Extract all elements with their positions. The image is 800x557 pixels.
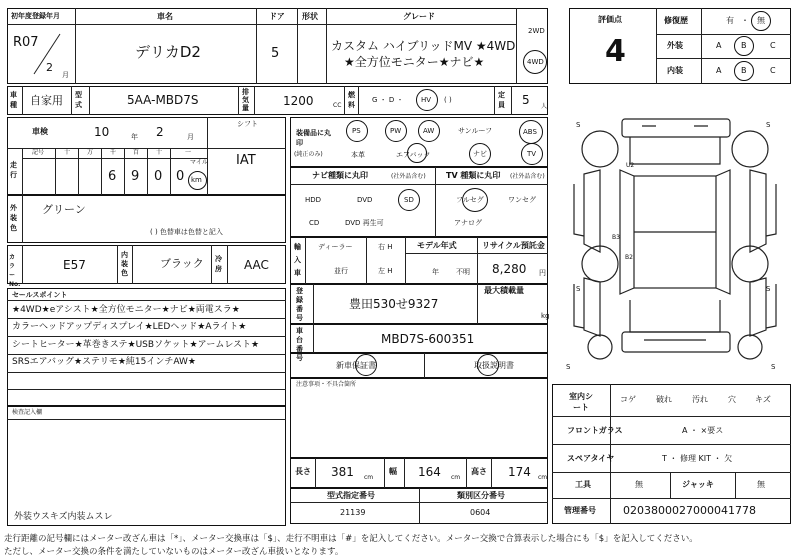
door-label: ドア [269,12,285,21]
class-no: 0604 [470,508,491,517]
class-no-label: 類別区分番号 [457,491,505,500]
car-name-label: 車名 [157,12,173,21]
grade-line1: カスタム ハイブリッドMV ★4WD [331,39,516,53]
label-s-5: S [566,363,571,371]
ac-label: 冷房 [215,255,222,273]
grade-label: グレード [403,12,435,21]
seat-koge: コゲ [620,395,636,404]
inspector-label: 検査記入欄 [12,409,43,416]
first-reg-month: 2 [46,61,53,74]
ps-label: PS [352,127,361,135]
cd-label: CD [309,219,320,227]
doors: 5 [271,46,280,61]
seat-tear: 破れ [656,395,672,404]
type-no: 21139 [340,508,366,517]
exterior-b: B [741,41,747,50]
mileage-digit-label-1: 十 [64,149,71,156]
mileage-digit-label-0: 記号 [32,149,45,156]
tools-value: 無 [635,480,643,489]
grade-line2: ★全方位モニター★ナビ★ [344,55,485,69]
damage-u2: U2 [626,162,635,169]
new-warranty-circle [355,354,377,376]
fuel-paren: ( ) [444,96,452,104]
footer-line-1: 走行距離の記号欄にはメーター改ざん車は「*」、メーター交換車は「$」、走行不明車は「#」を記入してください。メーター交換で合算表示した場合にも「$」を記入してください。 [4,534,698,544]
width-label: 幅 [389,467,397,476]
persons-unit: 人 [541,103,548,110]
jack-value: 無 [757,480,765,489]
sales-point-line-1: ★4WD★eアシスト★全方位モニター★ナビ★両電スラ★ [12,305,240,315]
mileage-digit-label-3: 千 [110,149,117,156]
label-s-1: S [576,121,581,129]
navi-type-label: ナビ種類に丸印 [312,171,368,180]
height-value: 174 [508,465,531,479]
oneseg-label: ワンセグ [508,196,536,204]
inspection-month-unit: 月 [187,133,194,141]
car-name: デリカD2 [135,43,201,61]
model-label: 型式 [75,91,82,109]
length-label: 長さ [295,467,311,476]
sales-point-line-2: カラーヘッドアップディスプレイ★LEDヘッド★Aライト★ [12,322,247,332]
notes-label: 注意事項・不具合箇所 [296,381,357,388]
seat-scratch: キズ [755,395,771,404]
leather-label: 本革 [351,151,365,159]
dealer-label: ディーラー [318,243,353,251]
ac-value: AAC [244,258,269,272]
score-value: 4 [605,34,626,69]
inspection-label: 車検 [32,127,48,136]
color-label: 外装色 [10,204,17,232]
mgmt-label: 管理番号 [564,506,596,515]
sd-label: SD [404,196,414,204]
recycle-label: リサイクル預託金 [482,241,545,250]
tools-label: 工具 [575,480,591,489]
recycle-value: 8,280 [492,262,527,276]
repair-dot: ・ [741,16,749,25]
label-s-3: S [576,285,581,293]
mileage-digit-label-4: 百 [133,149,140,156]
interior-b: B [741,66,747,75]
interior-a: A [716,66,722,75]
airbag-circle [407,143,427,163]
tv-type-label: TV 種類に丸印 [446,171,501,180]
windshield-label: フロントガラス [567,426,623,435]
type-no-label: 型式指定番号 [327,491,375,500]
yen-unit: 円 [539,269,546,277]
interior-color-label: 内装色 [121,251,128,277]
new-warranty-label: 新車保証書 [336,361,376,370]
inspection-month: 2 [156,125,164,139]
score-label: 評価点 [598,15,622,24]
first-reg-label: 初年度登録年月 [11,12,60,20]
analog-label: アナログ [454,219,482,227]
sales-points-label: セールスポイント [12,291,68,299]
label-s-2: S [766,121,771,129]
width-value: 164 [418,465,441,479]
mileage-digit-label-5: 十 [156,149,163,156]
km-label: km [191,176,202,184]
pw-label: PW [390,127,402,135]
color-code: E57 [63,258,86,272]
navi-label: ナビ [473,150,487,158]
windshield-value: A ・ ×要ス [682,426,724,435]
height-label: 高さ [471,467,487,476]
mgmt-number: 0203800027000041778 [623,504,756,517]
interior-label: 内装 [667,66,683,75]
shift-value: IAT [236,153,256,168]
equipment-sublabel: (純正のみ) [294,151,323,158]
seat-dirt: 汚れ [692,395,708,404]
hdd-label: HDD [305,196,322,204]
width-unit: cm [451,474,461,481]
chassis-label: 車台番号 [296,327,303,362]
inspector-note: 外装ウスキズ内装ムスレ [14,512,113,522]
exterior-c: C [770,41,776,50]
displacement-label: 排気量 [242,88,249,112]
capacity-label: 定員 [498,91,505,109]
fuel-label: 燃料 [348,91,355,109]
equipment-label: 装備品に丸印 [296,129,331,147]
inspector-block [7,406,286,526]
repair-label: 修復歴 [664,16,688,25]
length-value: 381 [331,465,354,479]
notes-block [290,378,548,458]
mileage-label: 走行 [10,161,17,179]
seat-hole: 穴 [728,395,736,404]
car-body-diagram [560,104,790,384]
mileage-digit-3: 6 [108,169,117,184]
first-reg-era: R07 [13,35,39,50]
drive-4wd: 4WD [527,58,544,66]
interior-c: C [770,66,776,75]
max-load-label: 最大積載量 [484,286,524,295]
spare-value: T ・ 修理 KIT ・ 欠 [662,454,733,463]
sunroof-label: サンルーフ [458,127,493,135]
chassis-number: MBD7S-600351 [381,332,475,346]
abs-label: ABS [523,128,537,136]
damage-b3: B3 [612,234,620,241]
shift-label: シフト [237,120,258,128]
label-s-6: S [771,363,776,371]
interior-seat-label: 室内シート [569,392,593,412]
mile-label: マイル [190,159,208,166]
model-year-label: モデル年式 [417,241,457,250]
repair-yes: 有 [726,16,734,25]
footer-line-2: ただし、メーター交換の条件を満たしていないものはメーター改ざん車扱いとなります。 [4,547,344,557]
mileage-digit-5: 0 [154,169,163,184]
cc-unit: CC [333,102,342,109]
dvd-player-label: DVD 再生可 [345,219,384,227]
sales-point-line-3: シートヒーター★革巻きステ★USBソケット★アームレスト★ [12,340,260,350]
sales-point-line-4: SRSエアバッグ★ステリモ★純15インチAW★ [12,357,197,367]
color-code-label: カラーNo. [9,254,21,288]
manual-circle [477,354,499,376]
import-label: 輸入車 [294,243,301,277]
tv-type-sub: (社外品含む) [510,173,545,180]
color-value: グリーン [42,203,86,216]
exterior-label: 外装 [667,41,683,50]
right-h-label: 右 H [378,243,393,251]
height-unit: cm [538,474,548,481]
navi-type-sub: (社外品含む) [391,173,426,180]
inspection-year: 10 [94,125,110,139]
spare-label: スペアタイヤ [567,454,615,463]
interior-color: ブラック [160,257,204,270]
mileage-digit-6: 0 [176,169,185,184]
fuel-selected: HV [421,96,432,104]
use-value: 自家用 [30,94,63,107]
model-year-unit: 年 [432,268,439,276]
model-value: 5AA-MBD7S [127,93,199,107]
fuel-options: G ・ D ・ [372,96,404,104]
repair-no: 無 [757,16,765,25]
fullseg-label: フルセグ [456,196,484,204]
jack-label: ジャッキ [682,480,714,489]
registration-label: 登録番号 [296,287,303,322]
aw-label: AW [423,127,435,135]
dvd-label: DVD [357,196,373,204]
left-h-label: 左 H [378,267,393,275]
capacity-value: 5 [522,93,530,107]
tv-label: TV [527,150,537,158]
label-s-4: S [766,285,771,293]
mileage-digit-label-2: 万 [87,149,94,156]
repaint-note: ( ) 色替車は色替と記入 [150,228,223,236]
manual-label: 取扱説明書 [474,361,514,370]
displacement-value: 1200 [283,94,314,108]
mileage-digit-4: 9 [131,169,140,184]
airbag-label: エアバック [396,151,431,159]
exterior-a: A [716,41,722,50]
drive-2wd: 2WD [528,27,545,35]
inspection-year-unit: 年 [131,133,138,141]
model-year-unknown: 不明 [456,268,470,276]
first-reg-month-unit: 月 [62,71,69,79]
damage-b2: B2 [625,254,633,261]
use-label: 車種 [10,91,17,109]
shape-label: 形状 [302,12,318,21]
kg-unit: kg [541,312,550,320]
length-unit: cm [364,474,374,481]
registration-number: 豊田530せ9327 [349,297,439,311]
mileage-digit-label-6: 一 [185,149,192,156]
parallel-label: 並行 [334,267,348,275]
